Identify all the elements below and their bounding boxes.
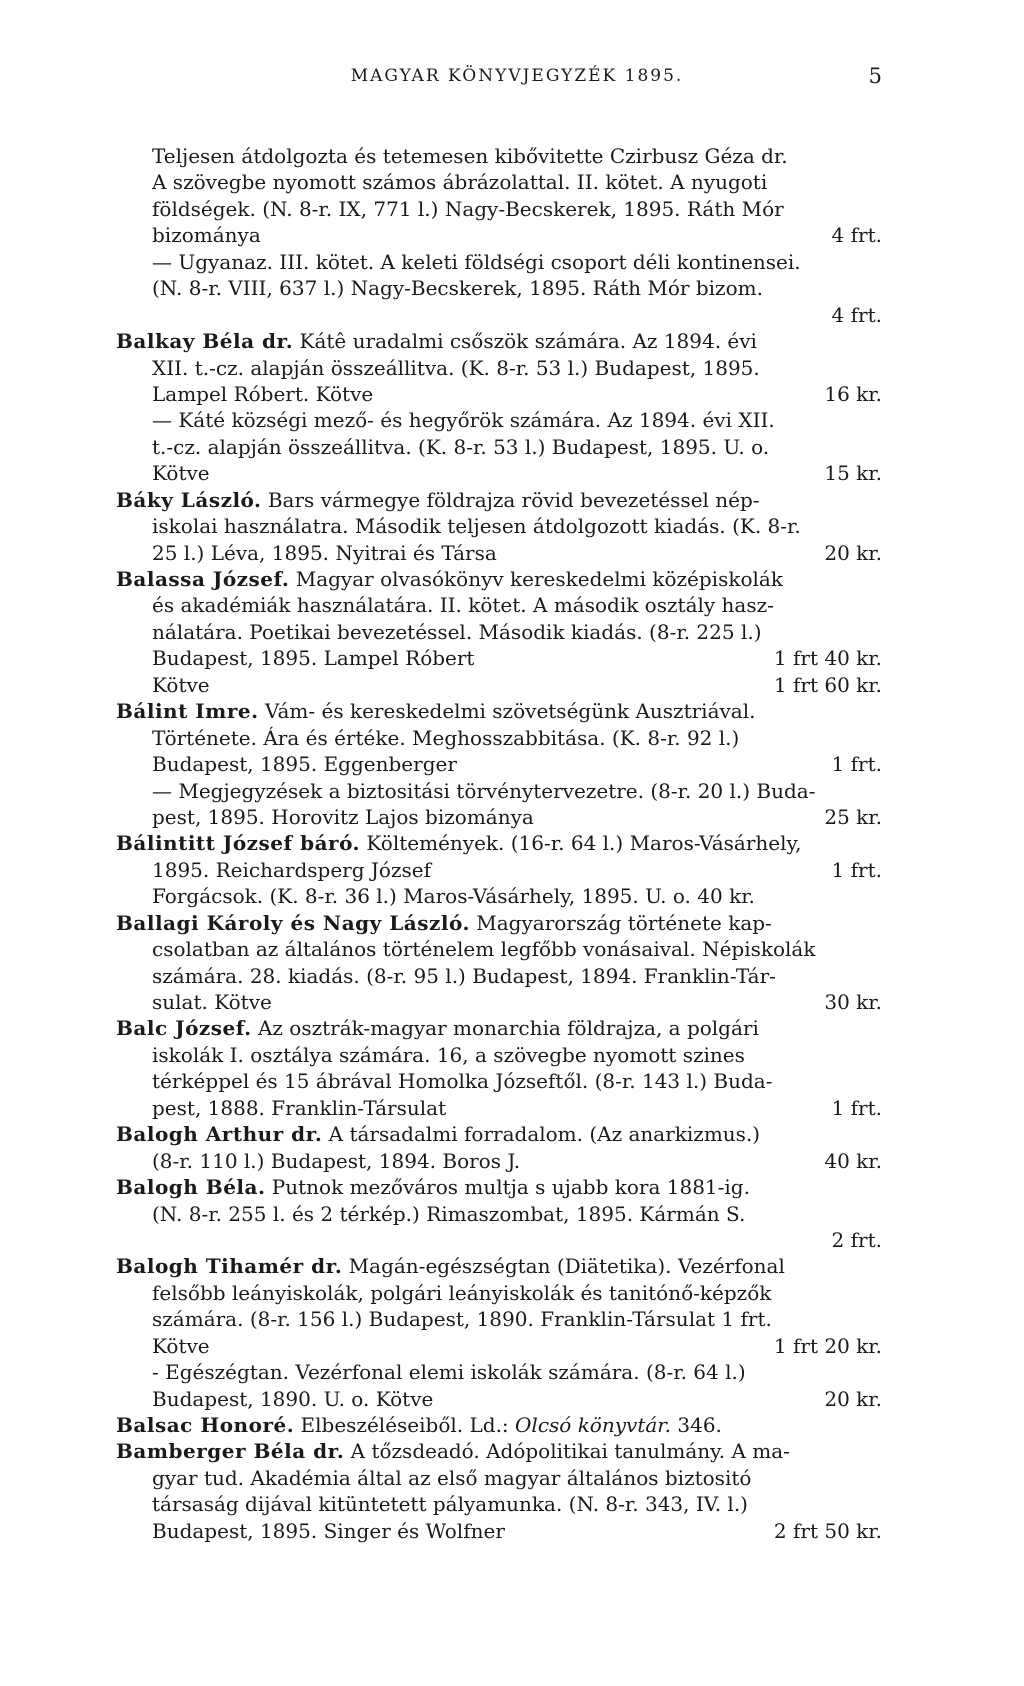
entry-author: Balogh Arthur dr. (116, 1122, 323, 1147)
entry-author: Balkay Béla dr. (116, 329, 294, 354)
text-line (116, 672, 882, 698)
text-line (116, 1518, 882, 1544)
entry-price: 20 kr. (824, 1386, 882, 1411)
text-line (116, 830, 882, 856)
entry-text: (N. 8-r. VIII, 637 l.) Nagy-Becskerek, 1895. Ráth Mór bizom. (152, 276, 763, 301)
entry-price: 4 frt. (831, 302, 882, 327)
text-line (116, 1359, 882, 1385)
entry-price: 15 kr. (824, 461, 882, 486)
entry-price: 1 frt. (831, 752, 882, 777)
entry-price: 1 frt 20 kr. (773, 1333, 882, 1358)
entry-author: Balsac Honoré. (116, 1413, 295, 1437)
entry-text: Budapest, 1895. Lampel Róbert (152, 646, 475, 671)
text-line (116, 381, 882, 407)
text-line (116, 222, 882, 248)
text-line (116, 1465, 882, 1491)
text-line (116, 1042, 882, 1068)
text-line (116, 698, 882, 724)
entry-price: 2 frt 50 kr. (773, 1518, 882, 1543)
entry-text: 1895. Reichardsperg József (152, 857, 431, 882)
entry-text: Az osztrák-magyar monarchia földrajza, a polgári (251, 1016, 759, 1041)
entry-text: 25 l.) Léva, 1895. Nyitrai és Társa (152, 540, 497, 565)
entry-price: 2 frt. (831, 1227, 882, 1252)
text-line (116, 302, 882, 328)
running-title: MAGYAR KÖNYVJEGYZÉK 1895. (350, 66, 684, 86)
entry-text: nálatára. Poetikai bevezetéssel. Második kiadás. (8-r. 225 l.) (152, 619, 762, 644)
entry-author: Ballagi Károly és Nagy László. (116, 910, 470, 935)
text-line (116, 275, 882, 301)
entry-text: — Ugyanaz. III. kötet. A keleti földségi csoport déli kontinensei. (152, 249, 801, 274)
entry-price: 25 kr. (824, 804, 882, 829)
entry-text: térképpel és 15 ábrával Homolka Józseftől. (8-r. 143 l.) Buda- (152, 1069, 773, 1094)
entry-author: Balogh Tihamér dr. (116, 1254, 343, 1279)
entry-text: Lampel Róbert. Kötve (152, 381, 374, 406)
text-line (116, 1412, 882, 1438)
entry-text: Magán-egészségtan (Diätetika). Vezérfonal (342, 1254, 785, 1279)
entry-text: iskolák I. osztálya számára. 16, a szövegbe nyomott szines (152, 1042, 745, 1067)
text-line (116, 1386, 882, 1412)
entry-text: bizománya (152, 223, 261, 248)
text-line (116, 592, 882, 618)
bibliography-text (116, 143, 882, 1544)
entry-text: földségek. (N. 8-r. IX, 771 l.) Nagy-Becskerek, 1895. Ráth Mór (152, 196, 784, 221)
entry-price: 1 frt 60 kr. (773, 672, 882, 697)
entry-text: A társadalmi forradalom. (Az anarkizmus.) (322, 1122, 761, 1147)
entry-text: — Megjegyzések a biztositási törvénytervezetre. (8-r. 20 l.) Buda- (152, 778, 816, 803)
entry-text: A tőzsdeadó. Adópolitikai tanulmány. A ma- (344, 1439, 790, 1464)
text-line (116, 460, 882, 486)
entry-author: Bálintitt József báró. (116, 831, 361, 856)
text-line (116, 1095, 882, 1121)
text-line (116, 725, 882, 751)
text-line (116, 196, 882, 222)
text-line (116, 883, 882, 909)
entry-text: sulat. Kötve (152, 990, 272, 1014)
text-line (116, 1491, 882, 1517)
entry-text: Kötve (152, 672, 210, 697)
entry-price: 4 frt. (831, 223, 882, 248)
entry-text: Budapest, 1895. Eggenberger (152, 752, 457, 777)
text-line (116, 1253, 882, 1279)
entry-text: pest, 1888. Franklin-Társulat (152, 1095, 447, 1120)
text-line (116, 910, 882, 936)
entry-text: (N. 8-r. 255 l. és 2 térkép.) Rimaszombat, 1895. Kármán S. (152, 1201, 746, 1226)
entry-price: 1 frt. (831, 857, 882, 882)
entry-price: 20 kr. (824, 540, 882, 565)
entry-text: számára. (8-r. 156 l.) Budapest, 1890. Franklin-Társulat 1 frt. (152, 1307, 772, 1332)
text-line (116, 619, 882, 645)
entry-text: A szövegbe nyomott számos ábrázolattal. II. kötet. A nyugoti (152, 170, 768, 195)
entry-text: Putnok mezőváros multja s ujabb kora 1881-ig. (265, 1175, 750, 1200)
text-line (116, 1201, 882, 1227)
entry-author: Balassa József. (116, 567, 290, 591)
entry-text: t.-cz. alapján összeállitva. (K. 8-r. 53 l.) Budapest, 1895. U. o. (152, 434, 770, 459)
text-line (116, 407, 882, 433)
entry-text: - Egészégtan. Vezérfonal elemi iskolák számára. (8-r. 64 l.) (152, 1360, 746, 1385)
text-line (116, 355, 882, 381)
entry-text: Kátê uradalmi csőszök számára. Az 1894. évi (293, 329, 757, 354)
entry-price: 1 frt. (831, 1095, 882, 1120)
entry-text: felsőbb leányiskolák, polgári leányiskolák és tanitónő-képzők (152, 1280, 772, 1305)
page-number: 5 (868, 64, 882, 88)
text-line (116, 1148, 882, 1174)
entry-author: Báky László. (116, 487, 262, 512)
text-line (116, 1333, 882, 1359)
entry-text: pest, 1895. Horovitz Lajos bizománya (152, 804, 534, 829)
entry-text: csolatban az általános történelem legfőbb vonásaival. Népiskolák (152, 937, 816, 962)
text-line (116, 1438, 882, 1464)
entry-text: Elbeszéléseiből. Ld.: (294, 1413, 516, 1437)
entry-text: Kötve (152, 1333, 210, 1358)
text-line (116, 936, 882, 962)
text-line (116, 1174, 882, 1200)
entry-price: 30 kr. (824, 990, 882, 1014)
text-line (116, 751, 882, 777)
text-line (116, 857, 882, 883)
entry-text: Magyarország története kap- (469, 910, 772, 935)
entry-text: Kötve (152, 461, 210, 486)
text-line (116, 989, 882, 1015)
text-line (116, 1121, 882, 1147)
text-line (116, 328, 882, 354)
entry-author: Bamberger Béla dr. (116, 1439, 345, 1464)
text-line (116, 143, 882, 169)
text-line (116, 1306, 882, 1332)
text-line (116, 1015, 882, 1041)
text-line (116, 1280, 882, 1306)
entry-text: társaság dijával kitüntetett pályamunka. (N. 8-r. 343, IV. l.) (152, 1492, 748, 1517)
entry-text: Magyar olvasókönyv kereskedelmi középiskolák (289, 567, 783, 591)
entry-text: Forgácsok. (K. 8-r. 36 l.) Maros-Vásárhely, 1895. U. o. 40 kr. (152, 884, 755, 909)
entry-text: Bars vármegye földrajza rövid bevezetéssel nép- (261, 487, 760, 512)
entry-text: XII. t.-cz. alapján összeállitva. (K. 8-r. 53 l.) Budapest, 1895. (152, 355, 760, 380)
entry-text: (8-r. 110 l.) Budapest, 1894. Boros J. (152, 1148, 521, 1173)
text-line (116, 1227, 882, 1253)
text-line (116, 804, 882, 830)
entry-text: — Káté községi mező- és hegyőrök számára. Az 1894. évi XII. (152, 408, 775, 433)
running-head (152, 66, 882, 100)
text-line (116, 1068, 882, 1094)
text-line (116, 566, 882, 592)
text-line (116, 963, 882, 989)
entry-author: Bálint Imre. (116, 699, 259, 724)
text-line (116, 434, 882, 460)
entry-price: 1 frt 40 kr. (773, 646, 882, 671)
entry-text: Teljesen átdolgozta és tetemesen kibővitette Czirbusz Géza dr. (152, 144, 788, 168)
text-line (116, 487, 882, 513)
entry-price: 16 kr. (824, 381, 882, 406)
entry-price: 40 kr. (824, 1148, 882, 1173)
entry-author: Balc József. (116, 1016, 252, 1041)
entry-text: Budapest, 1890. U. o. Kötve (152, 1386, 434, 1411)
text-line (116, 540, 882, 566)
text-line (116, 249, 882, 275)
entry-text: gyar tud. Akadémia által az első magyar általános biztositó (152, 1465, 752, 1490)
text-line (116, 513, 882, 539)
entry-text: Budapest, 1895. Singer és Wolfner (152, 1518, 505, 1543)
entry-text: iskolai használatra. Második teljesen átdolgozott kiadás. (K. 8-r. (152, 514, 801, 539)
entry-text: számára. 28. kiadás. (8-r. 95 l.) Budapest, 1894. Franklin-Tár- (152, 963, 776, 988)
entry-text: és akadémiák használatára. II. kötet. A második osztály hasz- (152, 593, 774, 618)
entry-text: Története. Ára és értéke. Meghosszabbitása. (K. 8-r. 92 l.) (152, 725, 740, 750)
text-line (116, 645, 882, 671)
entry-text: Költemények. (16-r. 64 l.) Maros-Vásárhely, (360, 831, 802, 856)
entry-author: Balogh Béla. (116, 1175, 266, 1200)
entry-text: Vám- és kereskedelmi szövetségünk Ausztriával. (258, 699, 756, 724)
text-line (116, 778, 882, 804)
entry-text: 346. (671, 1413, 722, 1437)
entry-reference: Olcsó könyvtár. (515, 1413, 672, 1437)
text-line (116, 169, 882, 195)
